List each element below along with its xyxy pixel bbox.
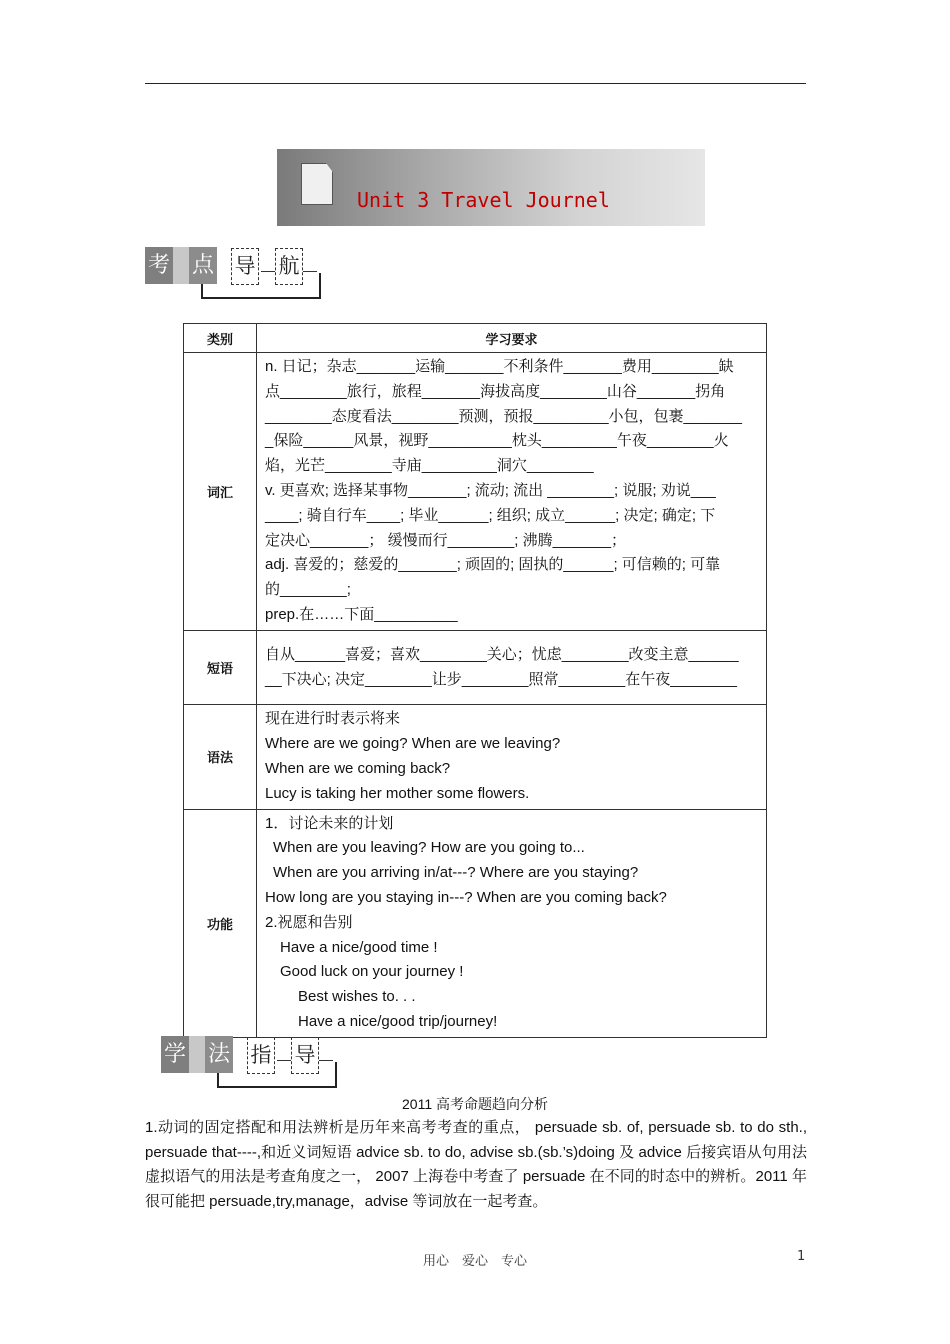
requirements-cell [257,630,767,705]
header-rule [145,83,806,84]
text-line: _保险______风景，视野__________枕头_________午夜________火 [265,432,729,450]
section-char-1: 考 [145,247,173,284]
text-line: 的________; [265,581,351,599]
unit-title: Unit 3 Travel Journel [357,188,610,212]
text-line: n. 日记；杂志_______运输_______不利条件_______费用________缺 [265,358,734,375]
category-cell: 语法 [184,705,257,809]
requirements-cell [257,705,767,809]
text-line: 自从______喜爱；喜欢________关心；忧虑________改变主意______ [265,645,739,663]
text-line: __下决心; 决定________让步________照常________在午夜________ [265,670,737,688]
text-line: Lucy is taking her mother some flowers. [265,784,530,802]
unit-title-banner [277,149,705,226]
section-char-4: 导 [291,1037,319,1074]
text-line: 1．讨论未来的计划 [265,814,394,832]
analysis-title: 2011 高考命题趋向分析 [402,1096,548,1112]
text-line: How long are you staying in---? When are you coming back? [265,888,667,906]
section-heading-kaodian-daohang [145,247,335,301]
text-line: Best wishes to. . . [298,988,416,1006]
text-line: 2.祝愿和告别 [265,913,353,931]
text-line: 点________旅行，旅程_______海拔高度________山谷_______拐角 [265,382,726,400]
footer-text: 用心 爱心 专心 [422,1254,527,1269]
text-line: v. 更喜欢; 选择某事物_______; 流动; 流出 ________; 说服; 劝说___ [265,481,716,499]
text-line: adj. 喜爱的；慈爱的_______; 顽固的; 固执的______; 可信赖的; 可靠 [265,556,721,574]
text-line: ____; 骑自行车____; 毕业______; 组织; 成立______; 决定; 确定; 下 [265,506,716,524]
document-icon [301,163,333,205]
text-line: 定决心_______； 缓慢而行________; 沸腾_______； [265,531,627,549]
text-line: Good luck on your journey ! [280,963,464,981]
requirements-cell [257,353,767,631]
section-char-1: 学 [161,1036,189,1073]
section-char-3: 指 [247,1037,275,1074]
analysis-paragraph: 1.动词的固定搭配和用法辨析是历年来高考考查的重点， persuade sb. of, persuade sb. to do sth., persuade that----,和近义词短语 advice sb. to do, advise sb.(sb.’s)doing 及 advice 后接宾语从句用法虚拟语气的用法是考查角度之一， 2007 上海卷中考查了 persuade 在不同的时态中的辨析。2011 年很可能把 persuade,try,manage，advise 等词放在一起考查。 [145,1119,807,1210]
category-cell: 短语 [184,630,257,705]
header-requirements: 学习要求 [257,324,767,353]
requirements-cell [257,809,767,1037]
text-line: 现在进行时表示将来 [265,710,401,728]
text-line: When are you arriving in/at---? Where are you staying? [273,864,639,882]
section-heading-xuefa-zhidao [161,1036,351,1090]
text-line: prep.在……下面__________ [265,605,458,623]
table-row-functions [184,809,767,1037]
section-bracket [201,273,321,299]
section-bracket [217,1062,337,1088]
text-line: 焰，光芒________寺庙_________洞穴________ [265,457,594,475]
text-line: When are you leaving? How are you going to... [273,839,585,857]
section-char-2: 点 [189,247,217,284]
section-char-2: 法 [205,1036,233,1073]
text-line: ________态度看法________预测，预报_________小包，包裹_______ [265,407,742,425]
table-row-phrases [184,630,767,705]
text-line: When are we coming back? [265,759,451,777]
category-cell: 功能 [184,809,257,1037]
text-line: Where are we going? When are we leaving? [265,735,561,753]
text-line: Have a nice/good time ! [280,938,438,956]
section-char-3: 导 [231,248,259,285]
table-row-vocabulary [184,353,767,631]
page-number: 1 [797,1249,806,1264]
header-category: 类别 [184,324,257,353]
requirements-table [183,323,767,1038]
table-header-row [184,324,767,353]
section-char-4: 航 [275,248,303,285]
text-line: Have a nice/good trip/journey! [298,1012,498,1030]
category-cell: 词汇 [184,353,257,631]
table-row-grammar [184,705,767,809]
